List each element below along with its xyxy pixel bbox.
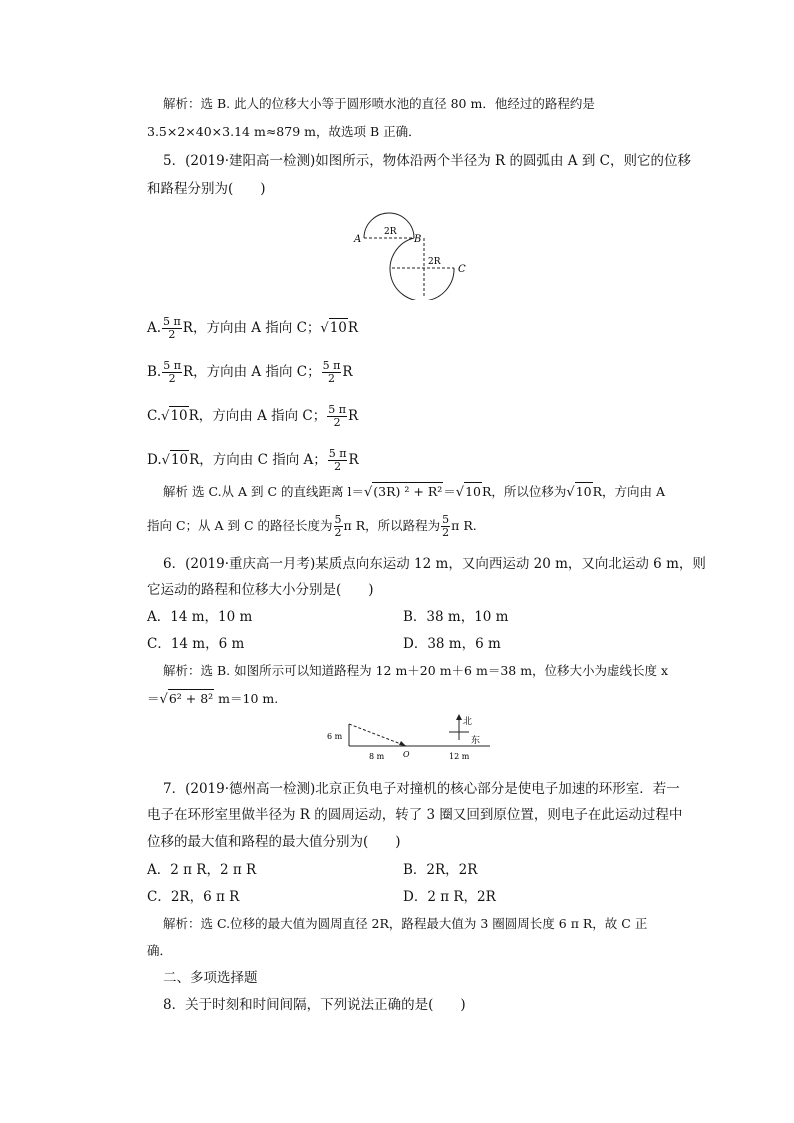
q7-stem-line1: 7．(2019·德州高一检测)北京正负电子对撞机的核心部分是使电子加速的环形室．若一 — [163, 781, 680, 797]
option-letter: D. — [147, 452, 162, 468]
q5-stem-line2: 和路程分别为( ) — [147, 181, 266, 197]
displacement-dashed — [349, 724, 406, 746]
fraction — [322, 360, 342, 385]
q5-stem-line1: 5．(2019·建阳高一检测)如图所示，物体沿两个半径为 R 的圆弧由 A 到 C，则它的位移 — [163, 153, 691, 169]
option-letter: B. — [147, 364, 162, 380]
fraction — [162, 316, 182, 341]
q7-option-b[interactable]: B．2R，2R — [403, 862, 478, 878]
label-6m: 6 m — [327, 732, 343, 741]
q6-stem-line1: 6．(2019·重庆高一月考)某质点向东运动 12 m，又向西运动 20 m，又向北运动 6 m，则 — [163, 556, 706, 572]
sqrt-sign: √ — [320, 321, 329, 336]
sqrt-sign: √ — [161, 453, 170, 468]
q6-option-b[interactable]: B．38 m，10 m — [403, 609, 509, 625]
arrow-head — [399, 741, 406, 746]
frac-num: 5 π — [328, 403, 346, 416]
label-bottom-2R: 2R — [428, 257, 441, 267]
sqrt-body: 10 — [329, 320, 347, 336]
sqrt-sign: √ — [364, 485, 373, 500]
frac-num: 5 — [334, 513, 342, 526]
frac-num: 5 π — [322, 359, 341, 372]
sqrt-body: 10 — [170, 408, 188, 424]
q7-analysis-line1: 解析：选 C.位移的最大值为圆周直径 2R，路程最大值为 3 圈圆周长度 6 π R，故 C 正 — [163, 916, 648, 931]
frac-den: 2 — [168, 372, 176, 385]
q7-stem-line3: 位移的最大值和路程的最大值分别为( ) — [147, 834, 401, 850]
label-C: C — [458, 264, 466, 275]
sqrt-body: 10 — [465, 484, 481, 499]
section-title: 二、多项选择题 — [163, 970, 258, 986]
frac-den: 2 — [442, 526, 450, 539]
q4-analysis-line1: 解析：选 B. 此人的位移大小等于圆形喷水池的直径 80 m．他经过的路程约是 — [163, 96, 595, 111]
fraction — [441, 514, 450, 539]
sqrt-body: 10 — [575, 484, 592, 499]
option-letter: C. — [147, 408, 162, 424]
sqrt-body: (3R) ² + R² — [373, 484, 443, 499]
q7-stem-line2: 电子在环形室里做半径为 R 的圆周运动，转了 3 圈又回到原位置，则电子在此运动过程中 — [147, 807, 683, 823]
q7-analysis-line2: 确． — [147, 943, 173, 958]
label-A: A — [354, 234, 362, 245]
q5-option-b[interactable] — [147, 360, 352, 385]
lower-arc — [390, 238, 454, 300]
q6-figure — [325, 712, 497, 770]
frac-num: 5 — [442, 513, 450, 526]
label-top-2R: 2R — [384, 227, 397, 237]
q6-option-c[interactable]: C．14 m，6 m — [147, 636, 245, 652]
analysis-text: m＝10 m. — [214, 691, 279, 706]
label-north: 北 — [463, 717, 473, 727]
option-text: R，方向由 A 指向 C； — [182, 320, 321, 336]
analysis-text: R，方向由 A — [592, 484, 666, 499]
option-end: R — [348, 452, 359, 468]
frac-num: 5 π — [163, 315, 181, 328]
analysis-text: R，所以位移为 — [481, 484, 567, 499]
q5-figure — [350, 200, 470, 300]
q6-stem-line2: 它运动的路程和位移大小分别是( ) — [147, 582, 374, 598]
sqrt-body: 6² + 8² — [168, 691, 214, 706]
frac-den: 2 — [334, 526, 342, 539]
analysis-text: π R. — [451, 518, 477, 533]
frac-num: 5 π — [163, 359, 181, 372]
north-arrow — [456, 714, 462, 720]
analysis-text: 指向 C；从 A 到 C 的路径长度为 — [147, 518, 333, 533]
q7-option-a[interactable]: A．2 π R，2 π R — [147, 862, 257, 878]
frac-num: 5 π — [328, 447, 347, 460]
label-O: O — [403, 750, 410, 759]
frac-den: 2 — [333, 416, 341, 429]
q6-option-a[interactable]: A．14 m，10 m — [147, 609, 253, 625]
fraction — [328, 448, 348, 473]
option-end: R — [347, 408, 359, 424]
q7-option-d[interactable]: D．2 π R，2R — [403, 889, 496, 905]
analysis-text: 解析 选 C.从 A 到 C 的直线距离 l＝ — [163, 484, 364, 499]
option-letter: A. — [147, 320, 162, 336]
sqrt-sign: √ — [566, 485, 575, 500]
analysis-text: ＝ — [443, 484, 456, 499]
q4-analysis-line2: 3.5×2×40×3.14 m≈879 m，故选项 B 正确． — [147, 124, 421, 139]
frac-den: 2 — [327, 372, 335, 385]
label-east: 东 — [471, 736, 481, 746]
q5-analysis-line2 — [147, 514, 477, 539]
fraction — [162, 360, 182, 385]
option-end: R — [342, 364, 353, 380]
option-text: R，方向由 A 指向 C； — [188, 408, 327, 424]
q5-analysis-line1 — [163, 482, 665, 502]
frac-den: 2 — [334, 460, 342, 473]
label-8m: 8 m — [369, 752, 385, 761]
option-end: R — [347, 320, 359, 336]
sqrt-body: 10 — [170, 452, 189, 468]
fraction — [327, 404, 347, 429]
option-text: R，方向由 C 指向 A； — [189, 452, 327, 468]
q6-option-d[interactable]: D．38 m，6 m — [403, 636, 501, 652]
q8-stem: 8．关于时刻和时间间隔，下列说法正确的是( ) — [163, 997, 466, 1013]
q7-option-c[interactable]: C．2R，6 π R — [147, 889, 240, 905]
q5-option-c[interactable] — [147, 404, 358, 429]
fraction — [334, 514, 343, 539]
q5-option-d[interactable] — [147, 448, 359, 473]
sqrt-sign: √ — [161, 409, 170, 424]
frac-den: 2 — [168, 328, 176, 341]
sqrt-sign: √ — [159, 692, 168, 707]
sqrt-sign: √ — [455, 485, 465, 500]
analysis-text: π R，所以路程为 — [343, 518, 441, 533]
label-B: B — [414, 234, 422, 245]
q5-option-a[interactable] — [147, 316, 358, 341]
analysis-text: ＝ — [147, 691, 160, 706]
q6-analysis-line2 — [147, 689, 278, 709]
label-12m: 12 m — [449, 752, 470, 761]
q6-analysis-line1: 解析：选 B. 如图所示可以知道路程为 12 m＋20 m＋6 m＝38 m，位移大小为虚线长度 x — [163, 663, 669, 678]
option-text: R，方向由 A 指向 C； — [182, 364, 321, 380]
